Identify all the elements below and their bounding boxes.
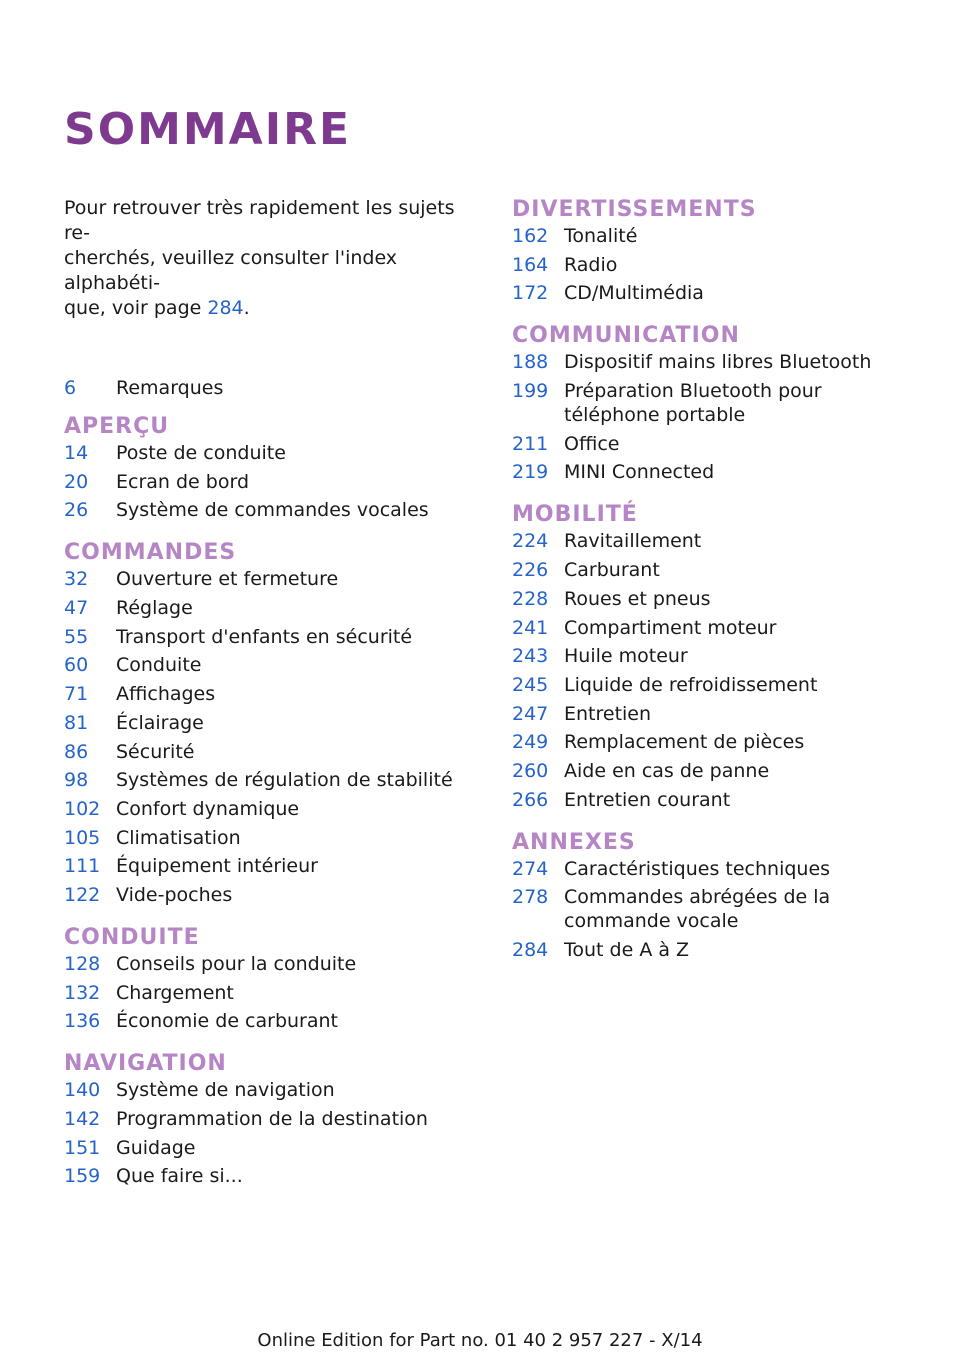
toc-entry-label[interactable]: Conduite	[116, 654, 202, 677]
toc-entry-label[interactable]: Ecran de bord	[116, 470, 249, 493]
section-title: MOBILITÉ	[512, 502, 638, 528]
toc-entry[interactable]	[64, 470, 464, 494]
toc-entry[interactable]	[64, 1164, 464, 1188]
toc-entry[interactable]	[512, 938, 922, 962]
toc-entry[interactable]	[64, 711, 464, 735]
toc-page-number[interactable]: 111	[64, 855, 101, 878]
toc-page-number[interactable]: 172	[512, 282, 549, 305]
toc-entry-label[interactable]: Commandes abrégées de la commande vocale	[564, 886, 831, 933]
toc-entry[interactable]	[64, 740, 464, 764]
toc-section	[64, 413, 464, 522]
toc-entry-label[interactable]: Système de navigation	[116, 1079, 335, 1102]
toc-entry-label[interactable]: Tout de A à Z	[564, 939, 690, 961]
toc-page-number[interactable]: 71	[64, 683, 89, 706]
toc-entry[interactable]	[64, 1078, 464, 1102]
toc-section	[512, 196, 922, 305]
toc-entry-label[interactable]: Caractéristiques techniques	[564, 857, 831, 880]
toc-entry[interactable]	[64, 797, 464, 821]
toc-page-number[interactable]: 159	[64, 1165, 101, 1188]
section-title: CONDUITE	[64, 924, 200, 950]
section-title: ANNEXES	[512, 829, 636, 855]
toc-entry[interactable]	[512, 432, 922, 456]
toc-entry[interactable]	[512, 253, 922, 277]
toc-page-number[interactable]: 26	[64, 499, 89, 522]
toc-page-number[interactable]: 278	[512, 886, 549, 909]
toc-entry[interactable]	[64, 768, 464, 792]
toc-page-number[interactable]: 247	[512, 702, 549, 725]
toc-page-number[interactable]: 228	[512, 587, 549, 610]
section-title: NAVIGATION	[64, 1051, 227, 1077]
toc-page-number[interactable]: 55	[64, 625, 89, 648]
toc-section	[64, 539, 464, 907]
toc-entry[interactable]	[64, 567, 464, 591]
toc-page-number[interactable]: 136	[64, 1010, 101, 1033]
section-title: COMMANDES	[64, 540, 237, 566]
toc-page-number[interactable]: 226	[512, 559, 549, 582]
toc-entry-label[interactable]: Tonalité	[564, 225, 638, 247]
toc-entry-label[interactable]: Ouverture et fermeture	[116, 568, 339, 591]
toc-section	[512, 501, 922, 811]
toc-entry-label[interactable]: Vide-poches	[116, 883, 233, 906]
toc-entry[interactable]	[512, 460, 922, 484]
toc-entry[interactable]	[64, 1009, 464, 1033]
toc-entry-label[interactable]: Réglage	[116, 597, 193, 620]
toc-entry[interactable]	[64, 826, 464, 850]
toc-entry-label[interactable]: Guidage	[116, 1136, 196, 1159]
toc-entry-label[interactable]: Programmation de la destination	[116, 1108, 428, 1130]
toc-entry-label[interactable]: Affichages	[116, 683, 216, 706]
toc-entry[interactable]	[64, 441, 464, 465]
toc-entry-label[interactable]: Systèmes de régulation de stabilité	[116, 769, 453, 792]
footer-edition: Online Edition for Part no. 01 40 2 957 227 - X/14	[257, 1330, 703, 1351]
toc-entry-label[interactable]: Éclairage	[116, 711, 204, 734]
toc-page-number[interactable]: 241	[512, 616, 549, 639]
toc-entry-label[interactable]: Conseils pour la conduite	[116, 952, 357, 975]
toc-page-number[interactable]: 224	[512, 530, 549, 553]
toc-page-number[interactable]: 128	[64, 952, 101, 975]
toc-entry-label[interactable]: Économie de carburant	[116, 1010, 338, 1033]
toc-entry[interactable]	[64, 498, 464, 522]
toc-page-number[interactable]: 6	[64, 377, 77, 399]
toc-page-number[interactable]: 98	[64, 769, 89, 792]
toc-page-number[interactable]: 151	[64, 1136, 101, 1159]
toc-entry-label[interactable]: Équipement intérieur	[116, 855, 318, 878]
intro-text: Pour retrouver très rapidement les sujets re- cherchés, veuillez consulter l'index alphabéti- que, voir page 284.	[64, 197, 455, 319]
toc-entry-label[interactable]: Remplacement de pièces	[564, 731, 805, 754]
toc-entry[interactable]	[64, 596, 464, 620]
toc-page-number[interactable]: 122	[64, 883, 101, 906]
toc-entry-label[interactable]: Roues et pneus	[564, 587, 711, 610]
toc-page-number[interactable]: 140	[64, 1079, 101, 1102]
toc-page-number[interactable]: 266	[512, 788, 549, 811]
toc-page-number[interactable]: 274	[512, 857, 549, 880]
section-title: COMMUNICATION	[512, 323, 740, 349]
toc-entry[interactable]	[512, 529, 922, 553]
toc-page-number[interactable]: 199	[512, 380, 549, 403]
toc-entry-label[interactable]: Dispositif mains libres Bluetooth	[564, 351, 872, 374]
toc-entry[interactable]	[64, 625, 464, 649]
toc-entry-label[interactable]: Climatisation	[116, 826, 241, 849]
toc-entry[interactable]	[64, 653, 464, 677]
toc-entry-label[interactable]: Entretien courant	[564, 788, 731, 811]
toc-page-number[interactable]: 260	[512, 759, 549, 782]
toc-entry[interactable]	[512, 616, 922, 640]
toc-page-number[interactable]: 47	[64, 597, 89, 620]
toc-entry[interactable]	[64, 682, 464, 706]
toc-entry-label[interactable]: Ravitaillement	[564, 530, 702, 553]
toc-entry[interactable]	[64, 1136, 464, 1160]
toc-entry-label[interactable]: MINI Connected	[564, 461, 715, 484]
toc-entry-label[interactable]: Que faire si...	[116, 1165, 243, 1188]
toc-entry[interactable]	[512, 644, 922, 668]
toc-entry[interactable]	[512, 857, 922, 881]
page-title: SOMMAIRE	[64, 104, 352, 155]
toc-entry[interactable]	[512, 587, 922, 611]
toc-page-number[interactable]: 132	[64, 981, 101, 1004]
index-page-link[interactable]: 284	[207, 297, 244, 319]
toc-entry[interactable]	[64, 981, 464, 1005]
toc-page-number[interactable]: 142	[64, 1108, 101, 1130]
toc-page-number[interactable]: 81	[64, 711, 89, 734]
toc-entry[interactable]	[64, 854, 464, 878]
toc-section	[64, 1050, 464, 1188]
toc-entry-label[interactable]: Liquide de refroidissement	[564, 673, 818, 696]
toc-page-number[interactable]: 284	[512, 939, 549, 961]
toc-entry[interactable]	[512, 281, 922, 305]
toc-entry-label[interactable]: Poste de conduite	[116, 442, 286, 464]
toc-entry-label[interactable]: Office	[564, 432, 620, 455]
toc-entry[interactable]	[512, 379, 922, 427]
toc-page-number[interactable]: 243	[512, 645, 549, 668]
toc-entry-label[interactable]: Radio	[564, 253, 618, 276]
toc-page-number[interactable]: 20	[64, 470, 89, 493]
toc-page-number[interactable]: 32	[64, 568, 89, 591]
toc-page-number[interactable]: 211	[512, 432, 549, 455]
toc-section	[512, 829, 922, 962]
toc-entry-label[interactable]: Remarques	[116, 377, 224, 399]
toc-entry[interactable]	[512, 702, 922, 726]
toc-entry-label[interactable]: Sécurité	[116, 740, 195, 763]
toc-section	[64, 924, 464, 1033]
toc-entry[interactable]	[64, 376, 464, 400]
toc-entry[interactable]	[64, 1107, 464, 1131]
toc-entry[interactable]	[512, 558, 922, 582]
toc-entry[interactable]	[512, 885, 922, 933]
toc-entry[interactable]	[512, 224, 922, 248]
toc-page-number[interactable]: 102	[64, 797, 101, 820]
toc-entry-label[interactable]: Chargement	[116, 981, 234, 1004]
toc-page-number[interactable]: 249	[512, 731, 549, 754]
toc-entry[interactable]	[64, 883, 464, 907]
toc-entry-label[interactable]: Préparation Bluetooth pour téléphone portable	[564, 380, 822, 427]
toc-entry-label[interactable]: Carburant	[564, 559, 660, 582]
toc-section	[512, 322, 922, 484]
section-title: DIVERTISSEMENTS	[512, 197, 757, 222]
toc-entry-label[interactable]: Huile moteur	[564, 645, 688, 668]
toc-entry-label[interactable]: Aide en cas de panne	[564, 759, 770, 782]
toc-entry-label[interactable]: Confort dynamique	[116, 797, 300, 820]
toc-page-number[interactable]: 164	[512, 253, 549, 276]
toc-entry[interactable]	[512, 788, 922, 812]
toc-page-number[interactable]: 245	[512, 673, 549, 696]
toc-entry-label[interactable]: Entretien	[564, 702, 652, 725]
toc-page-number[interactable]: 162	[512, 225, 549, 247]
left-column	[64, 196, 464, 1193]
section-title: APERÇU	[64, 414, 170, 439]
toc-entry-label[interactable]: CD/Multimédia	[564, 282, 704, 305]
toc-page-number[interactable]: 60	[64, 654, 89, 677]
toc-entry-label[interactable]: Transport d'enfants en sécurité	[116, 625, 413, 648]
toc-entry-label[interactable]: Système de commandes vocales	[116, 499, 429, 522]
toc-entry[interactable]	[512, 759, 922, 783]
toc-entry[interactable]	[512, 350, 922, 374]
toc-entry[interactable]	[64, 952, 464, 976]
toc-page-number[interactable]: 188	[512, 351, 549, 374]
toc-entry[interactable]	[512, 673, 922, 697]
toc-page-number[interactable]: 14	[64, 442, 89, 464]
right-column	[512, 196, 922, 967]
toc-page-number[interactable]: 219	[512, 461, 549, 484]
toc-entry[interactable]	[512, 730, 922, 754]
toc-page-number[interactable]: 86	[64, 740, 89, 763]
toc-entry-label[interactable]: Compartiment moteur	[564, 616, 777, 639]
toc-page-number[interactable]: 105	[64, 826, 101, 849]
